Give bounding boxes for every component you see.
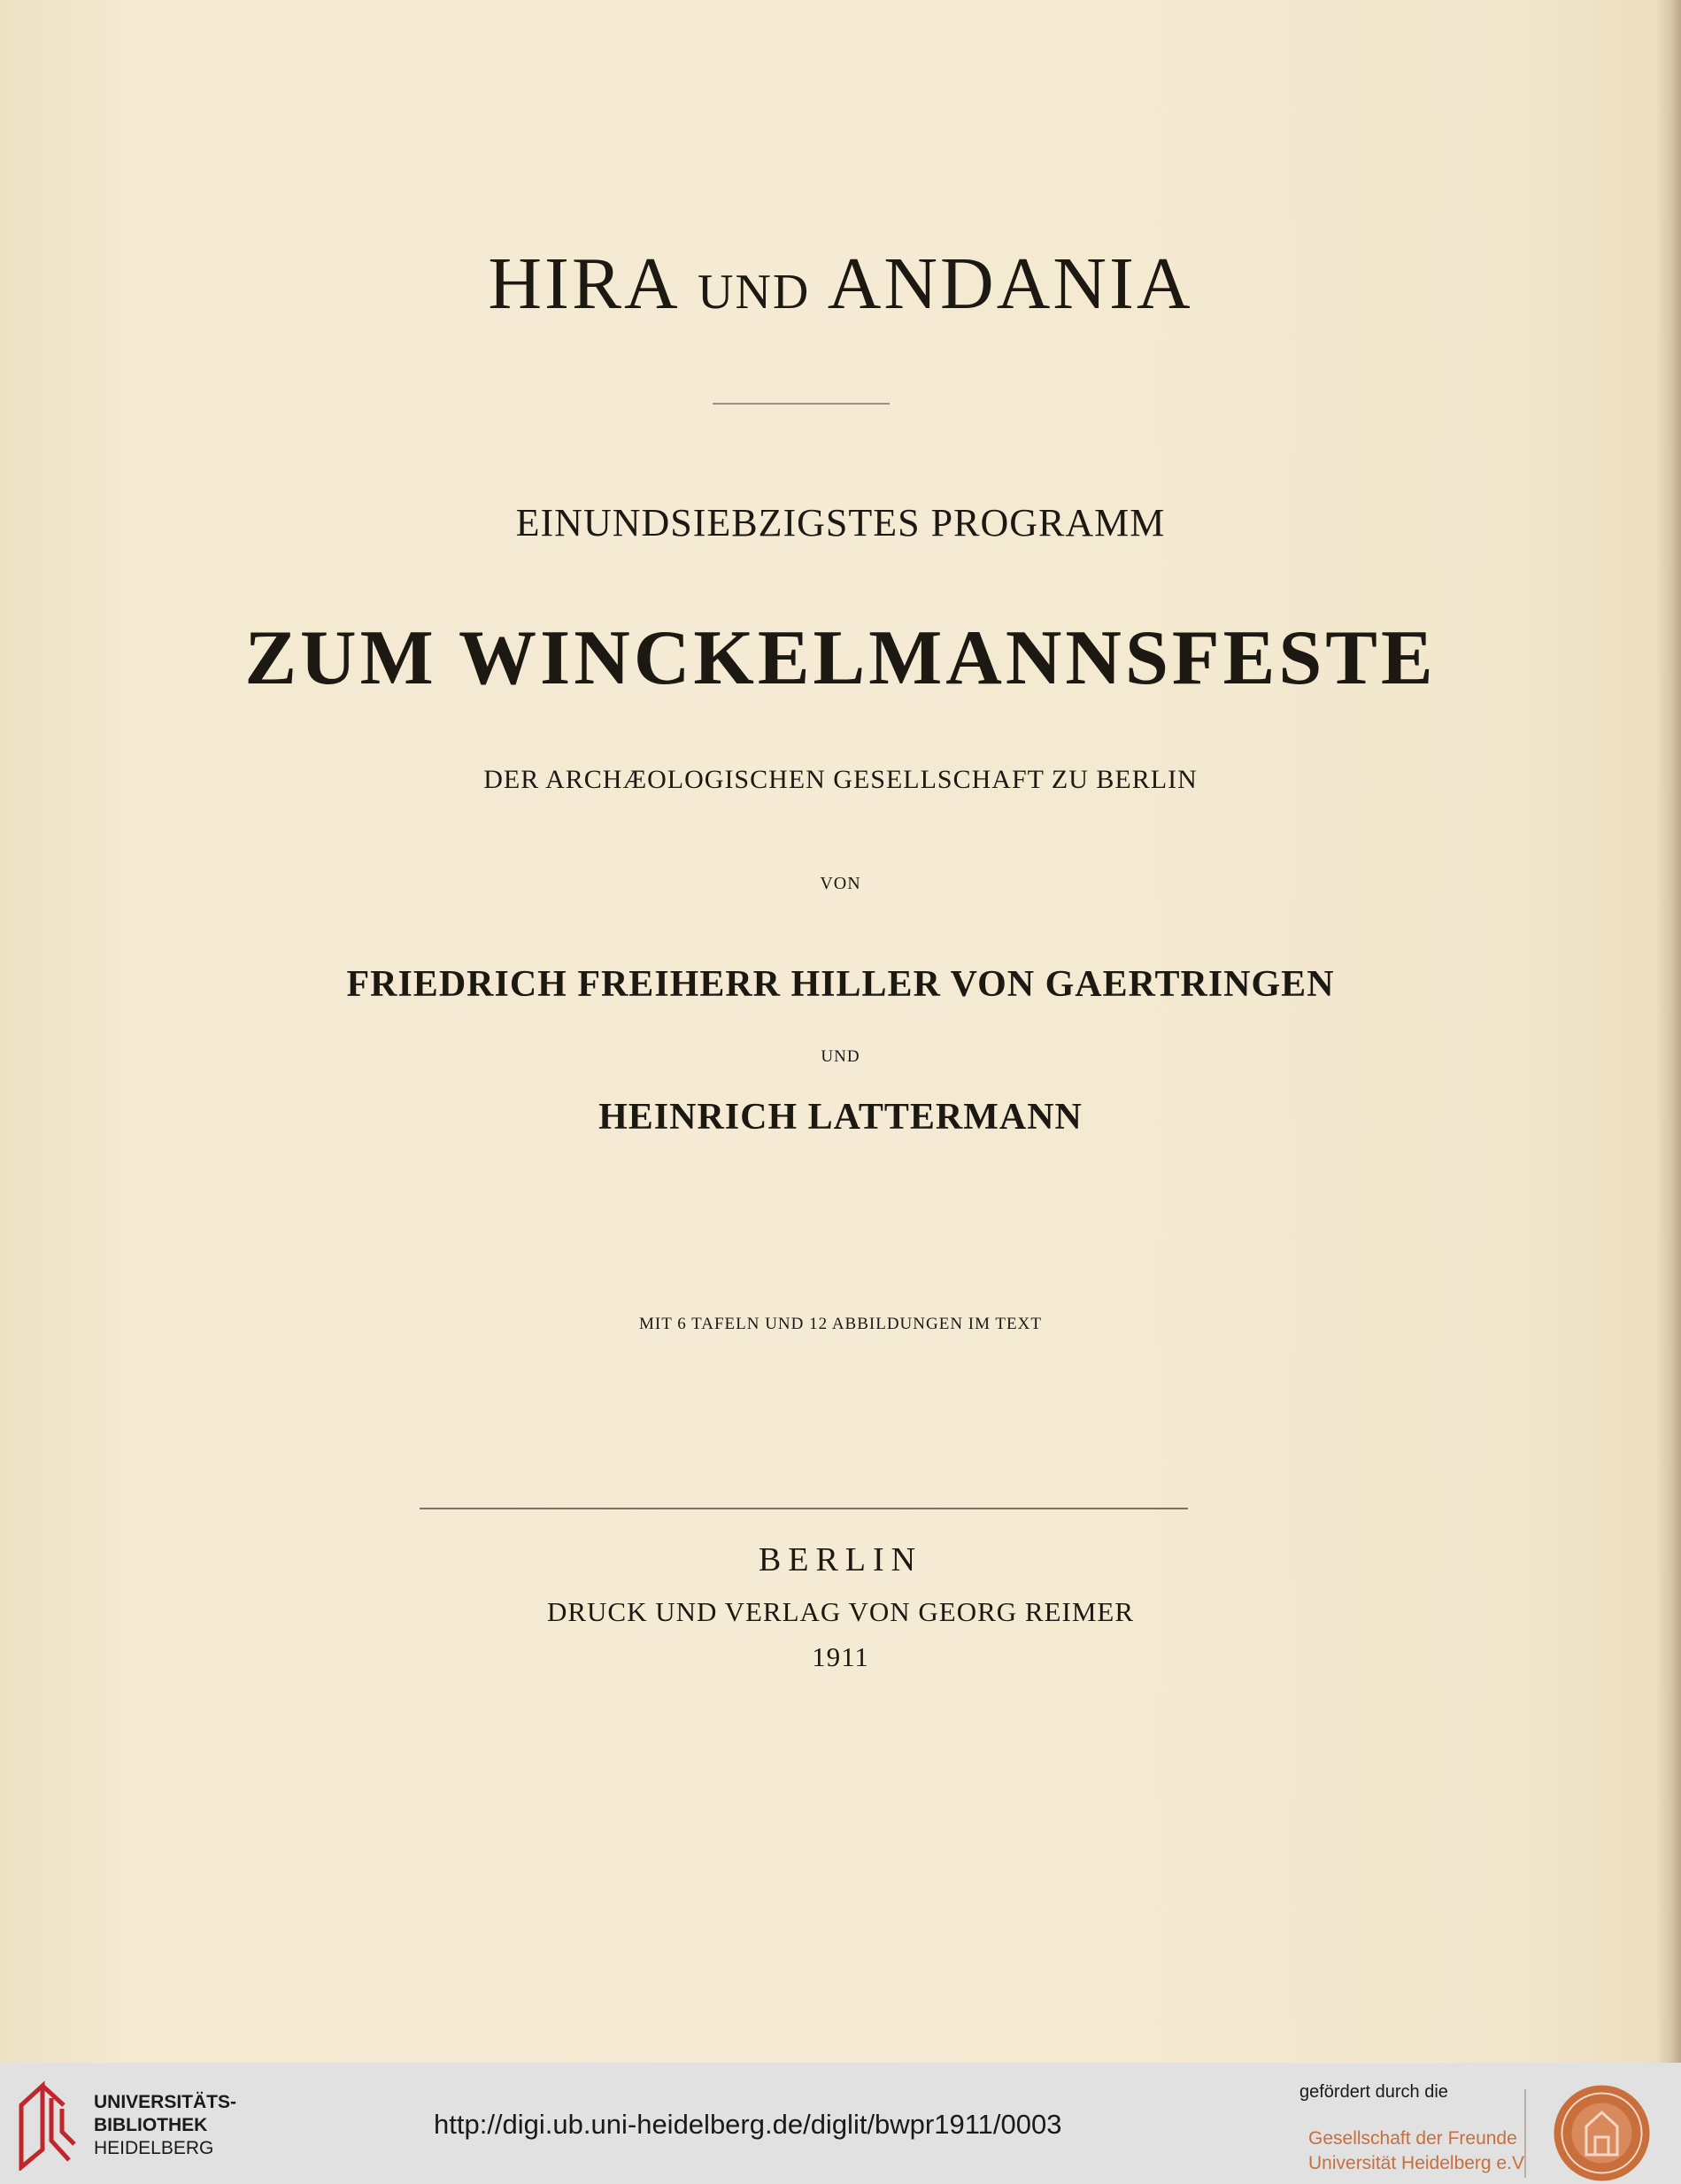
library-name-line3: HEIDELBERG — [94, 2138, 214, 2158]
digitization-footer — [0, 2063, 1681, 2184]
by-label: VON — [820, 874, 861, 893]
author-one: FRIEDRICH FREIHERR HILLER VON GAERTRINGEN — [346, 964, 1335, 1005]
title-und: UND — [698, 265, 811, 320]
title-andania: ANDANIA — [827, 243, 1193, 325]
sponsor-name[interactable] — [1308, 2126, 1528, 2176]
sponsor-divider — [1524, 2089, 1526, 2178]
library-name-line1: UNIVERSITÄTS- — [94, 2092, 237, 2112]
publication-year: 1911 — [812, 1641, 869, 1672]
society-name: DER ARCHÆOLOGISCHEN GESELLSCHAFT ZU BERLIN — [483, 765, 1198, 794]
document-title — [0, 241, 1681, 327]
main-title: ZUM WINCKELMANNSFESTE — [244, 615, 1437, 701]
university-seal-icon[interactable] — [1551, 2082, 1653, 2184]
funded-by-label: gefördert durch die — [1299, 2082, 1448, 2102]
publication-city: BERLIN — [758, 1541, 923, 1578]
program-subtitle: EINUNDSIEBZIGSTES PROGRAMM — [515, 501, 1166, 544]
sponsor-name-line2: Universität Heidelberg e.V. — [1308, 2153, 1528, 2173]
sponsor-name-line1: Gesellschaft der Freunde — [1308, 2128, 1517, 2149]
ub-heidelberg-logo-icon[interactable] — [16, 2079, 80, 2171]
short-divider — [713, 403, 890, 405]
author-two: HEINRICH LATTERMANN — [598, 1097, 1083, 1138]
library-name[interactable] — [94, 2091, 236, 2160]
and-label: UND — [821, 1047, 860, 1066]
long-divider — [420, 1508, 1188, 1509]
publisher: DRUCK UND VERLAG VON GEORG REIMER — [546, 1596, 1135, 1627]
title-hira: HIRA — [488, 243, 677, 325]
plates-note: MIT 6 TAFELN UND 12 ABBILDUNGEN IM TEXT — [639, 1315, 1042, 1333]
library-name-line2: BIBLIOTHEK — [94, 2115, 208, 2135]
permalink-url[interactable]: http://digi.ub.uni-heidelberg.de/diglit/bwpr1911/0003 — [434, 2109, 1062, 2140]
